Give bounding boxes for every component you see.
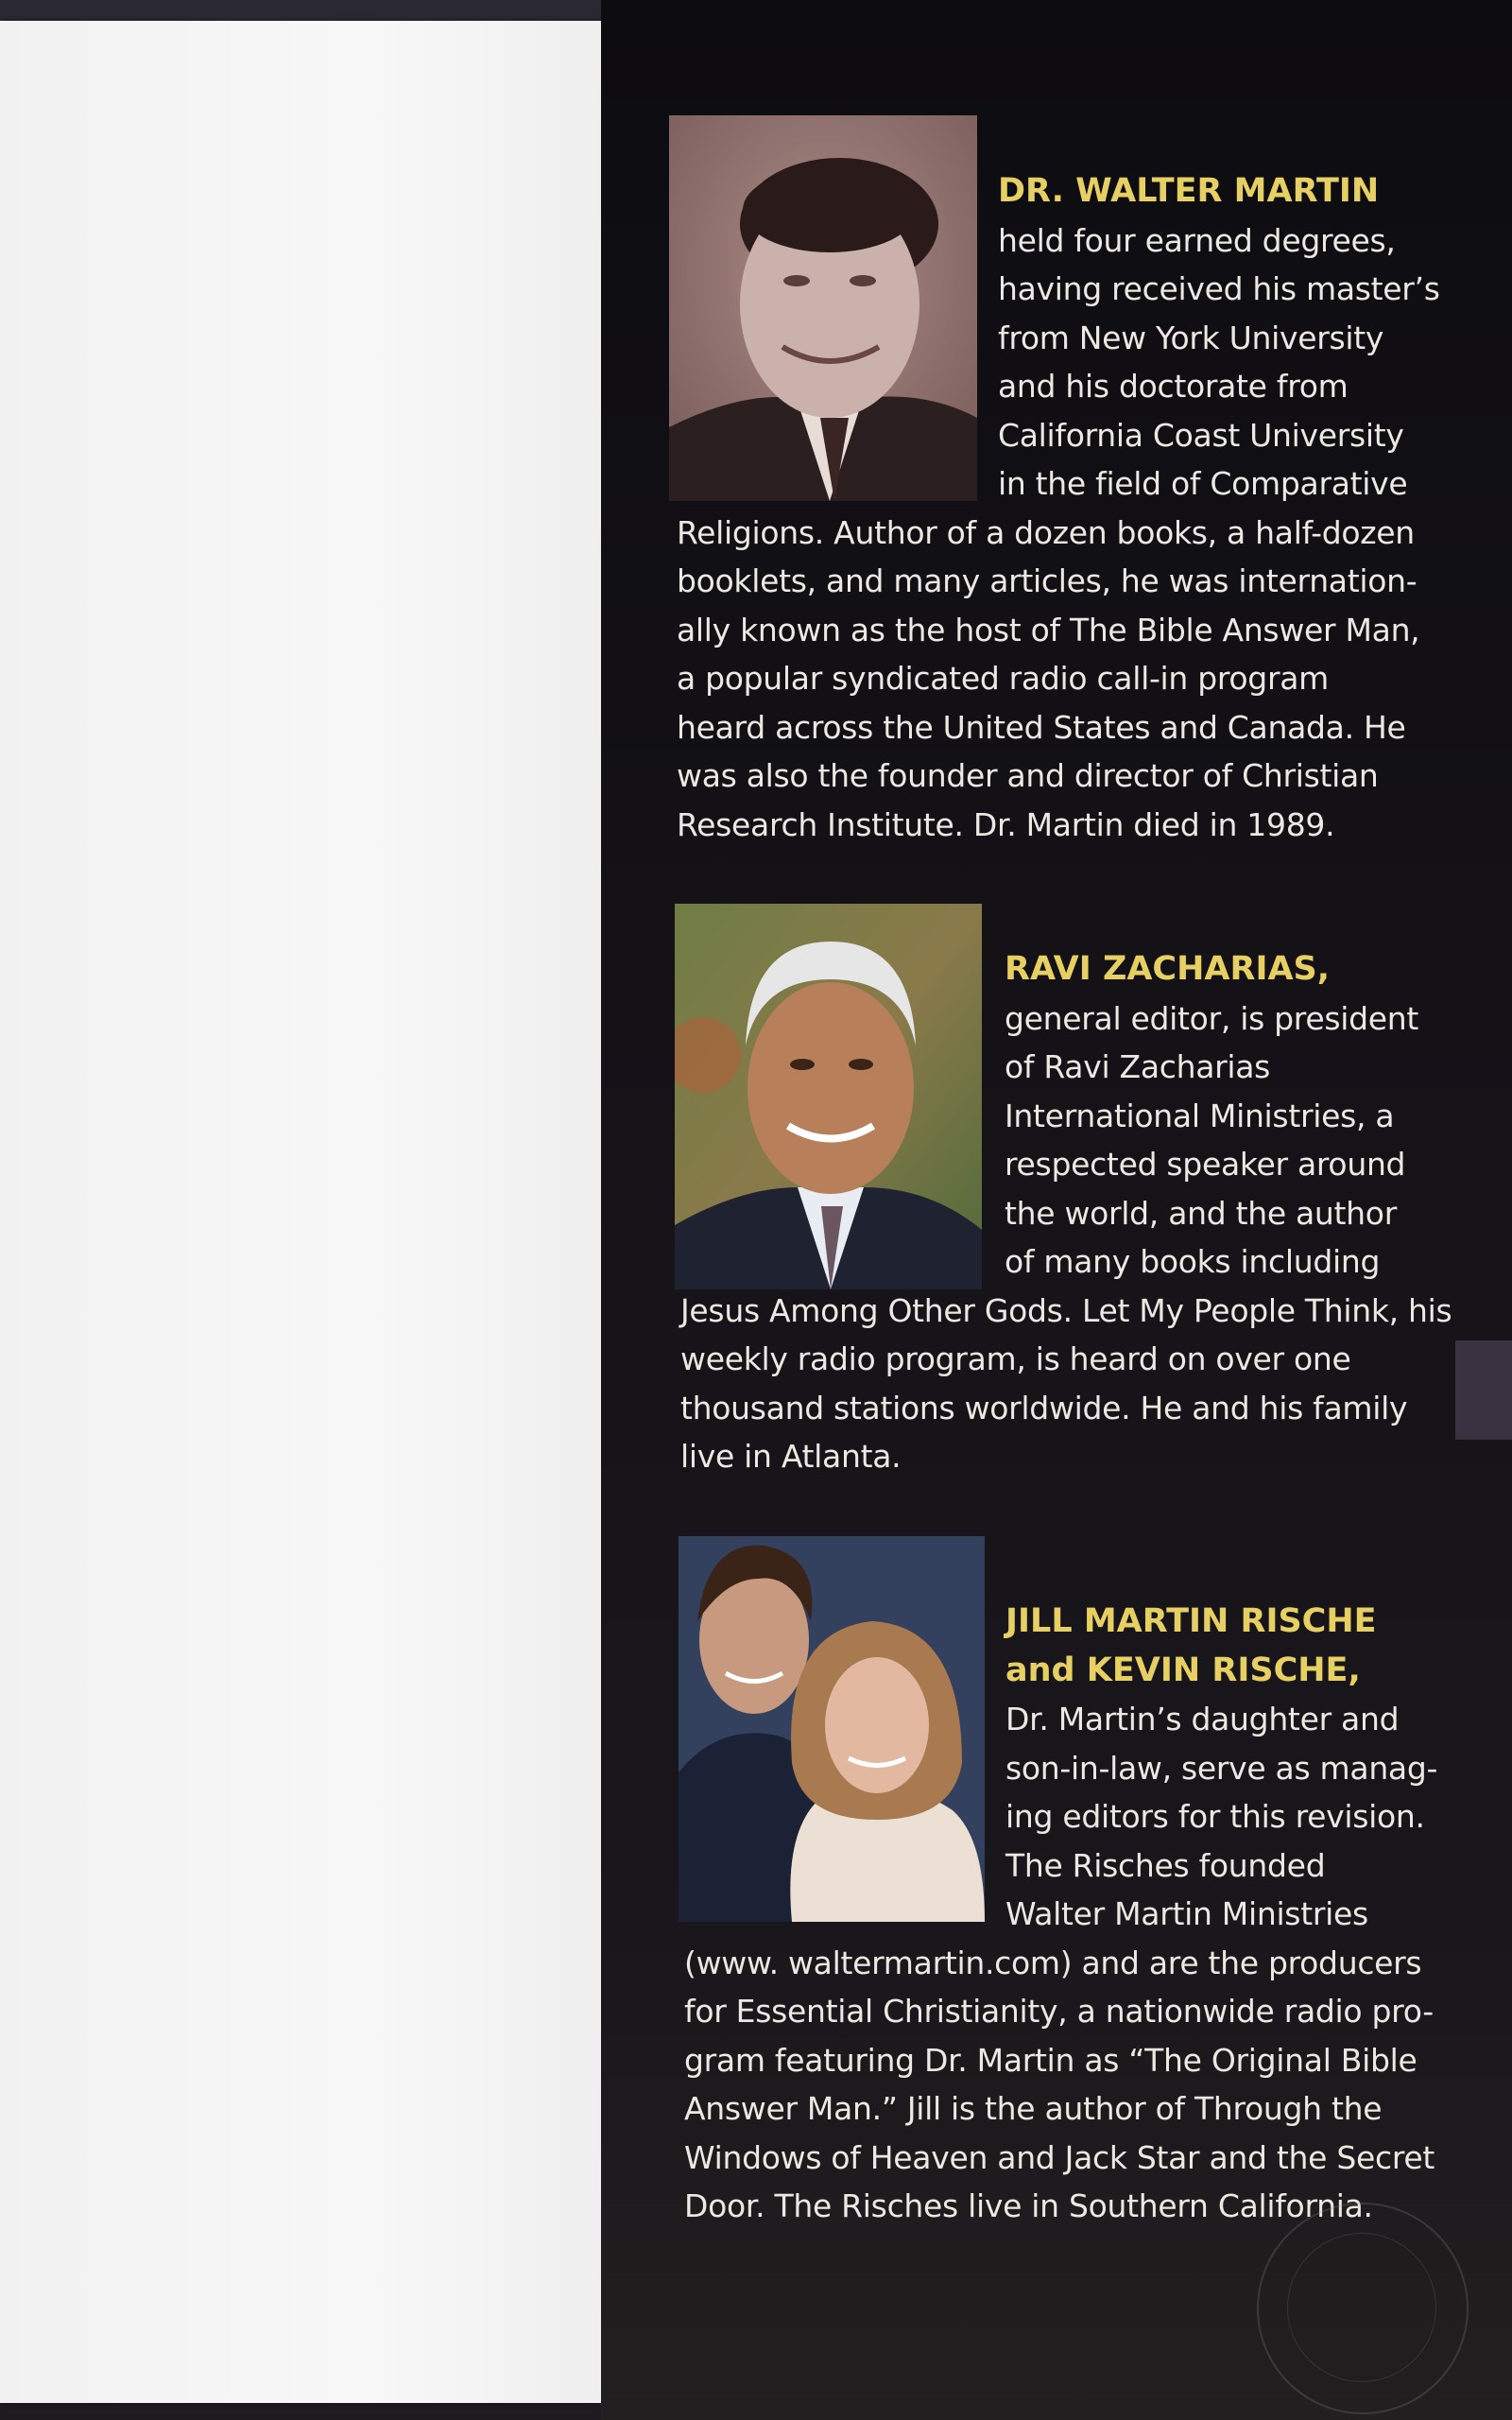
bio-line: heard across the United States and Canada. He [677,708,1406,746]
bio-line: in the field of Comparative [998,465,1408,502]
ravi-zacharias-name: RAVI ZACHARIAS, [1005,950,1331,988]
bio-line: Windows of Heaven and Jack Star and the Secret [684,2138,1435,2176]
bio-line: booklets, and many articles, he was internation- [677,562,1418,599]
bio-line: ally known as the host of The Bible Answer Man, [677,611,1420,648]
bio-line: Answer Man.” Jill is the author of Through the [684,2090,1383,2127]
side-tab [1455,1340,1512,1440]
bio-line: Jesus Among Other Gods. Let My People Think, his [680,1291,1452,1329]
bio-line: Religions. Author of a dozen books, a half-dozen [677,513,1415,551]
bio-line: Walter Martin Ministries [1005,1895,1368,1932]
bio-line: a popular syndicated radio call-in program [677,660,1329,697]
bio-line: International Ministries, a [1005,1097,1395,1134]
bio-line: of Ravi Zacharias [1005,1048,1271,1085]
bio-line: respected speaker around [1005,1146,1406,1183]
bio-line: live in Atlanta. [680,1438,902,1475]
bio-line: California Coast University [998,416,1404,454]
bio-line: ing editors for this revision. [1005,1798,1425,1835]
bio-line: gram featuring Dr. Martin as “The Original Bible [684,2041,1418,2079]
rische-name-line-2: and KEVIN RISCHE, [1005,1651,1361,1689]
bio-line: (www. waltermartin.com) and are the producers [684,1944,1422,1981]
walter-martin-name: DR. WALTER MARTIN [998,172,1380,210]
bio-line: and his doctorate from [998,368,1349,405]
bio-line: of many books including [1005,1243,1381,1280]
rische-name-line-1: JILL MARTIN RISCHE [1005,1602,1377,1640]
bio-line: held four earned degrees, [998,221,1396,259]
bio-line: weekly radio program, is heard on over one [680,1340,1351,1377]
bio-line: The Risches founded [1005,1846,1326,1884]
bio-line: general editor, is president [1005,999,1419,1037]
bio-line: Door. The Risches live in Southern California. [684,2187,1373,2224]
bio-line: having received his master’s [998,270,1440,307]
walter-martin-bio [677,167,1440,849]
ravi-zacharias-bio [680,945,1452,1481]
bio-line: Research Institute. Dr. Martin died in 1989. [677,805,1335,843]
bio-line: son-in-law, serve as manag- [1005,1749,1438,1787]
bio-line: thousand stations worldwide. He and his family [680,1389,1408,1426]
bio-line: for Essential Christianity, a nationwide radio pro- [684,1993,1434,2030]
library-stamp-seal [1257,2203,1469,2414]
bio-line: from New York University [998,319,1384,356]
bio-line: Dr. Martin’s daughter and [1005,1701,1400,1737]
bio-line: the world, and the author [1005,1194,1397,1232]
bio-line: was also the founder and director of Christian [677,757,1379,794]
rische-bio [684,1598,1437,2231]
blank-page-strip [0,21,601,2403]
